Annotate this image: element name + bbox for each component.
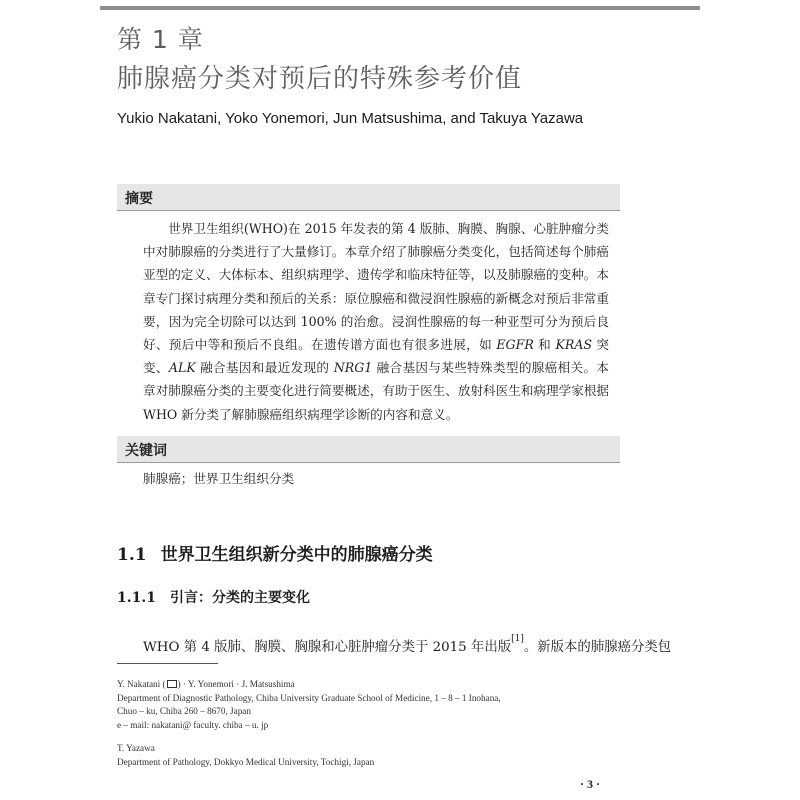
footnote-author-a: Y. Nakatani (: [117, 679, 166, 689]
section-title: 世界卫生组织新分类中的肺腺癌分类: [160, 545, 433, 565]
abstract-body: [143, 217, 609, 426]
body-text-end: 。新版本的肺腺癌分类包: [523, 640, 672, 655]
gene-kras: KRAS: [555, 337, 593, 353]
footnotes: [117, 678, 501, 770]
gene-alk: ALK: [168, 360, 196, 376]
chapter-title: 肺腺癌分类对预后的特殊参考价值: [117, 64, 523, 94]
top-rule: [100, 6, 700, 10]
subsection-number: 1.1.1: [117, 590, 156, 606]
abstract-heading-bar: [117, 184, 620, 211]
footnote-line-5: T. Yazawa: [117, 743, 155, 754]
section-heading-1-1: [117, 540, 433, 565]
gene-nrg1: NRG1: [333, 360, 373, 376]
abstract-text-d: 融合基因和最近发现的: [195, 360, 334, 376]
footnote-line-6: Department of Pathology, Dokkyo Medical University, Tochigi, Japan: [117, 756, 375, 767]
page-number: · 3 ·: [580, 777, 601, 791]
abstract-text-b: 和: [533, 337, 556, 353]
subsection-title: 引言：分类的主要变化: [169, 590, 310, 606]
keywords-heading-bar: [117, 436, 620, 463]
footnote-line-1: [117, 678, 501, 692]
authors: Yukio Nakatani, Yoko Yonemori, Jun Matsushima, and Takuya Yazawa: [117, 110, 584, 127]
footnote-author-b: ) · Y. Yonemori · J. Matsushima: [177, 679, 295, 689]
body-text-start: WHO 第 4 版肺、胸膜、胸腺和心脏肿瘤分类于 2015 年出版: [143, 640, 512, 655]
citation-reference[interactable]: [1]: [511, 634, 524, 644]
keywords-text: 肺腺癌；世界卫生组织分类: [143, 471, 295, 486]
abstract-text-c: 突变、: [143, 337, 609, 376]
keywords-heading: 关键词: [125, 443, 167, 459]
footnote-line-3: Chuo – ku, Chiba 260 – 8670, Japan: [117, 706, 251, 717]
body-paragraph: [143, 636, 671, 655]
footnote-gap: [117, 732, 501, 742]
abstract-text-e: 融合基因与某些特殊类型的腺癌相关。本章对肺腺癌分类的主要变化进行简要概述，有助于医生、放射科医生和病理学家根据 WHO 新分类了解肺腺癌组织病理学诊断的内容和意义。: [143, 360, 609, 422]
abstract-text-a: 世界卫生组织(WHO)在 2015 年发表的第 4 版肺、胸膜、胸腺、心脏肿瘤分类中对肺腺癌的分类进行了大量修订。本章介绍了肺腺癌分类变化，包括简述每个肺癌亚型的定义、大体标本、组织病理学、遗传学和临床特征等，以及肺腺癌的变种。本章专门探讨病理分类和预后的关系：原位腺癌和微浸润性腺癌的新概念对预后非常重要，因为完全切除可以达到 100% 的治愈。浸润性腺癌的每一种亚型可分为预后良好、预后中等和预后不良组。在遗传谱方面也有很多进展，如: [143, 221, 609, 353]
abstract-heading: 摘要: [125, 191, 153, 207]
section-number: 1.1: [117, 545, 147, 565]
gene-egfr: EGFR: [496, 337, 534, 353]
footnote-line-4: e – mail: nakatani@ faculty. chiba – u. jp: [117, 719, 269, 730]
envelope-icon: [167, 680, 177, 688]
footnote-divider: [117, 663, 218, 664]
abstract-paragraph: [143, 217, 609, 426]
footnote-line-2: Department of Diagnostic Pathology, Chiba University Graduate School of Medicine, 1 – 8 – 1 Inohana,: [117, 692, 501, 703]
section-heading-1-1-1: [117, 587, 310, 607]
chapter-label: 第 1 章: [117, 25, 204, 54]
